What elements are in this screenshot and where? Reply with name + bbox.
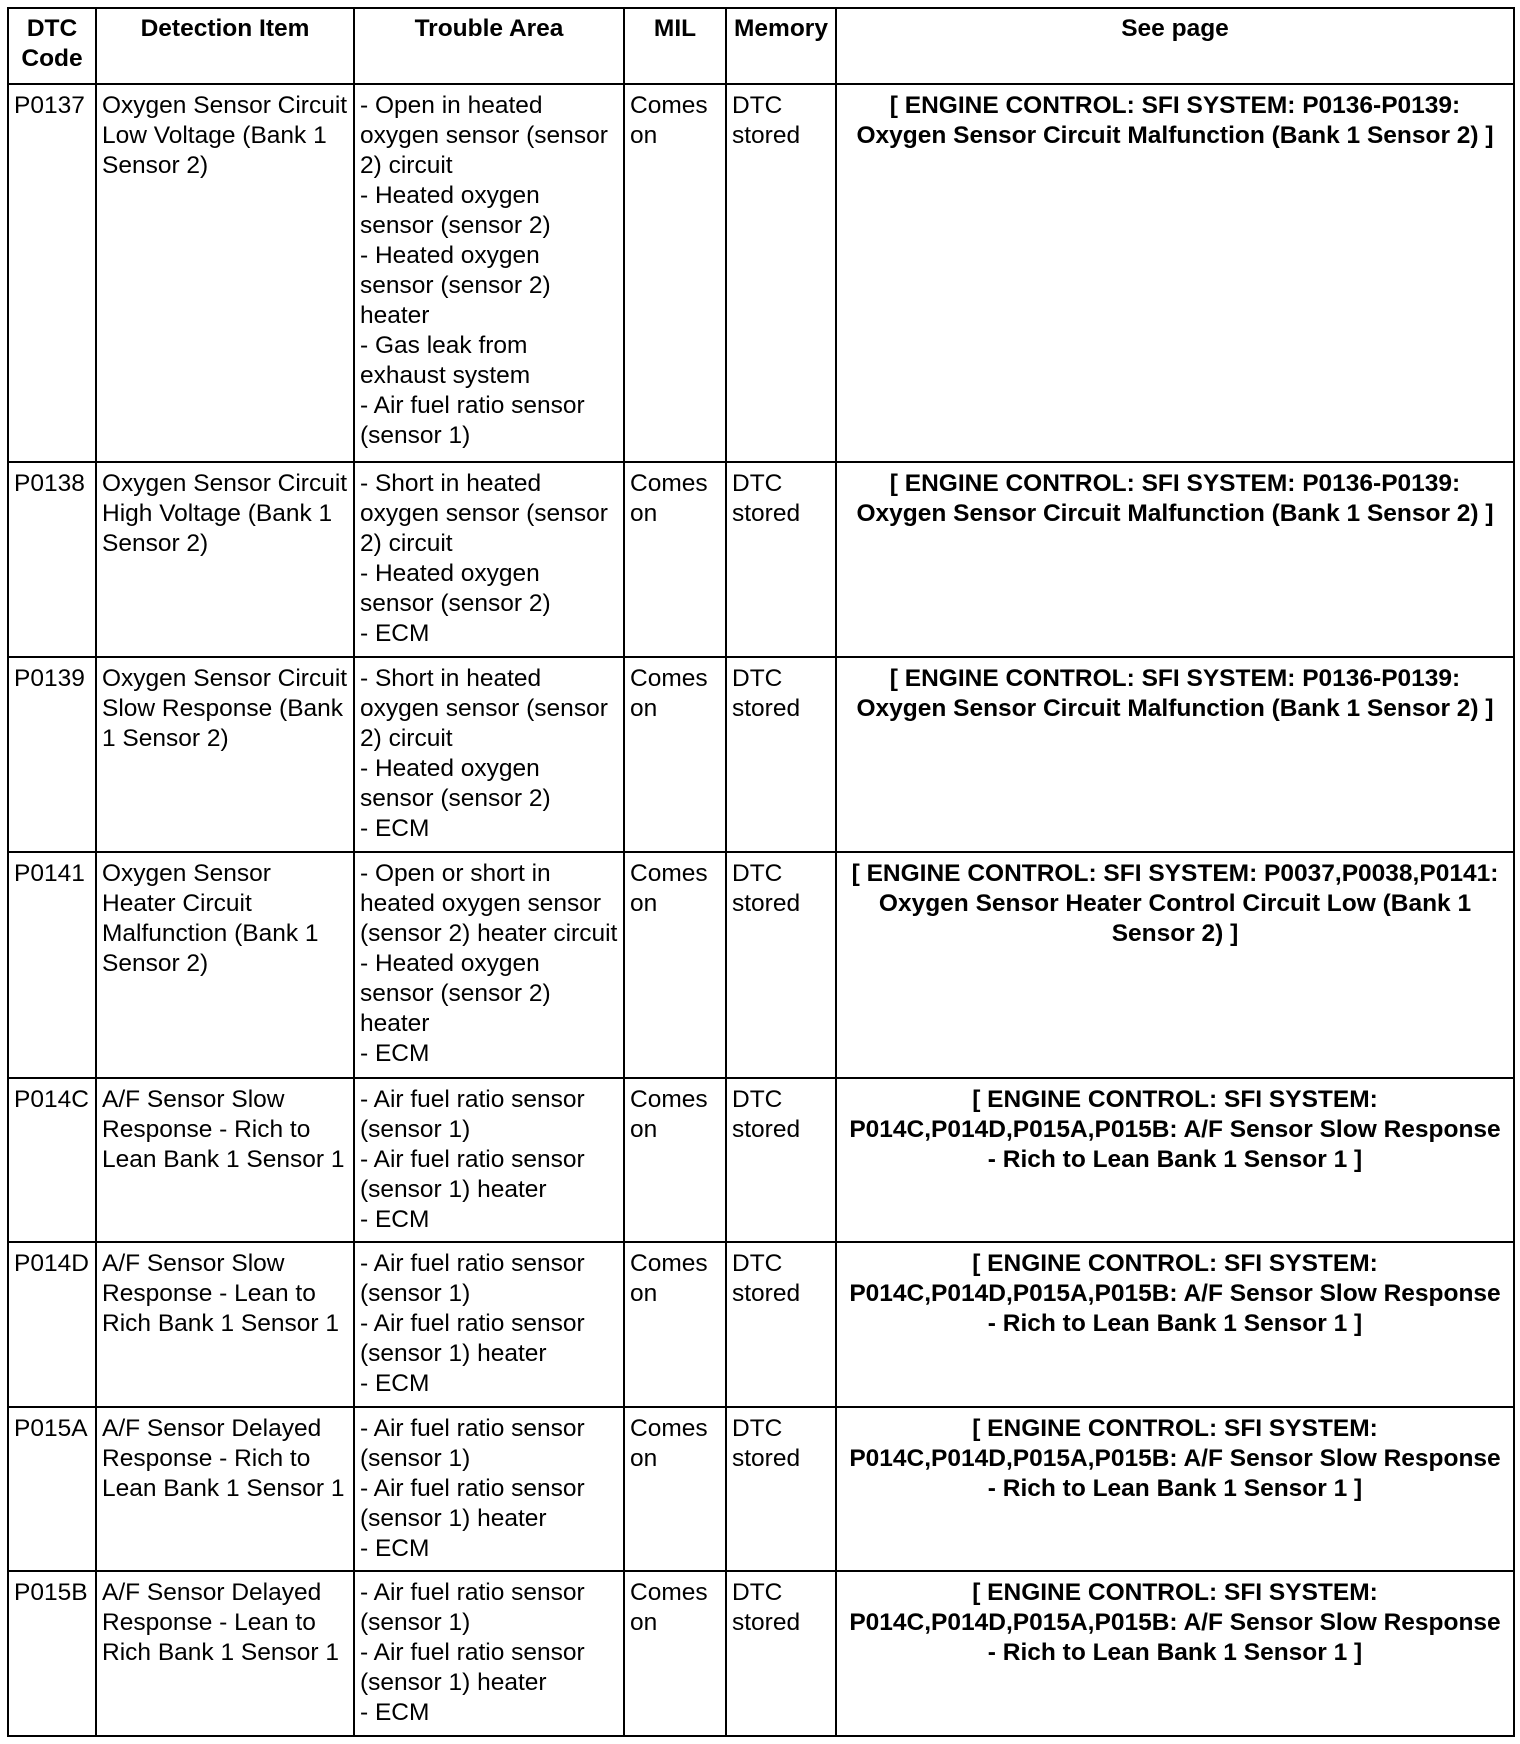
- see-page-link: [ ENGINE CONTROL: SFI SYSTEM: P0037,P0038,P0141: Oxygen Sensor Heater Control Circuit Low (Bank 1 Sensor 2) ]: [836, 852, 1514, 1078]
- detection-item-cell: A/F Sensor Slow Response - Lean to Rich Bank 1 Sensor 1: [96, 1242, 354, 1407]
- trouble-area-line: - ECM: [360, 619, 430, 647]
- memory-cell: DTC stored: [726, 1078, 836, 1243]
- header-see-page: See page: [836, 8, 1514, 84]
- trouble-area-line: - Air fuel ratio sensor (sensor 1) heater: [360, 1145, 585, 1203]
- trouble-area-line: - Air fuel ratio sensor (sensor 1) heater: [360, 1639, 585, 1697]
- table-row: [8, 1407, 1514, 1572]
- detection-item-cell: Oxygen Sensor Circuit Slow Response (Bank 1 Sensor 2): [96, 657, 354, 852]
- header-trouble-area: Trouble Area: [354, 8, 624, 84]
- dtc-code-cell: P014D: [8, 1242, 96, 1407]
- trouble-area-line: - Air fuel ratio sensor (sensor 1): [360, 1414, 585, 1472]
- trouble-area-cell: [354, 852, 624, 1078]
- trouble-area-line: - Air fuel ratio sensor (sensor 1) heater: [360, 1474, 585, 1532]
- memory-cell: DTC stored: [726, 1571, 836, 1736]
- see-page-link: [ ENGINE CONTROL: SFI SYSTEM: P0136-P0139: Oxygen Sensor Circuit Malfunction (Bank 1 Sensor 2) ]: [836, 462, 1514, 657]
- see-page-link: [ ENGINE CONTROL: SFI SYSTEM: P014C,P014D,P015A,P015B: A/F Sensor Slow Response - Rich to Lean Bank 1 Sensor 1 ]: [836, 1242, 1514, 1407]
- trouble-area-line: - ECM: [360, 1370, 430, 1398]
- see-page-link: [ ENGINE CONTROL: SFI SYSTEM: P014C,P014D,P015A,P015B: A/F Sensor Slow Response - Rich to Lean Bank 1 Sensor 1 ]: [836, 1078, 1514, 1243]
- mil-cell: Comes on: [624, 1571, 726, 1736]
- memory-cell: DTC stored: [726, 1242, 836, 1407]
- mil-cell: Comes on: [624, 657, 726, 852]
- header-dtc-code: DTC Code: [8, 8, 96, 84]
- table-header-row: [8, 8, 1514, 84]
- trouble-area-line: - ECM: [360, 1699, 430, 1727]
- detection-item-cell: Oxygen Sensor Circuit Low Voltage (Bank 1 Sensor 2): [96, 84, 354, 462]
- see-page-link: [ ENGINE CONTROL: SFI SYSTEM: P0136-P0139: Oxygen Sensor Circuit Malfunction (Bank 1 Sensor 2) ]: [836, 84, 1514, 462]
- memory-cell: DTC stored: [726, 657, 836, 852]
- trouble-area-cell: [354, 1078, 624, 1243]
- detection-item-cell: Oxygen Sensor Circuit High Voltage (Bank 1 Sensor 2): [96, 462, 354, 657]
- trouble-area-cell: [354, 657, 624, 852]
- trouble-area-cell: [354, 84, 624, 462]
- mil-cell: Comes on: [624, 1242, 726, 1407]
- table-row: [8, 1571, 1514, 1736]
- trouble-area-line: - Heated oxygen sensor (sensor 2): [360, 559, 551, 617]
- trouble-area-line: - ECM: [360, 1534, 430, 1562]
- trouble-area-line: - Open or short in heated oxygen sensor (sensor 2) heater circuit: [360, 860, 618, 948]
- detection-item-cell: A/F Sensor Delayed Response - Lean to Rich Bank 1 Sensor 1: [96, 1571, 354, 1736]
- dtc-code-cell: P015B: [8, 1571, 96, 1736]
- table-row: [8, 84, 1514, 462]
- trouble-area-line: - Air fuel ratio sensor (sensor 1): [360, 1579, 585, 1637]
- see-page-link: [ ENGINE CONTROL: SFI SYSTEM: P0136-P0139: Oxygen Sensor Circuit Malfunction (Bank 1 Sensor 2) ]: [836, 657, 1514, 852]
- memory-cell: DTC stored: [726, 84, 836, 462]
- trouble-area-line: - Short in heated oxygen sensor (sensor 2) circuit: [360, 665, 608, 752]
- mil-cell: Comes on: [624, 1078, 726, 1243]
- trouble-area-line: - Air fuel ratio sensor (sensor 1): [360, 1085, 585, 1143]
- memory-cell: DTC stored: [726, 852, 836, 1078]
- detection-item-cell: A/F Sensor Slow Response - Rich to Lean Bank 1 Sensor 1: [96, 1078, 354, 1243]
- trouble-area-line: - Short in heated oxygen sensor (sensor 2) circuit: [360, 469, 608, 557]
- memory-cell: DTC stored: [726, 1407, 836, 1572]
- table-row: [8, 657, 1514, 852]
- mil-cell: Comes on: [624, 84, 726, 462]
- dtc-code-cell: P015A: [8, 1407, 96, 1572]
- trouble-area-line: - Heated oxygen sensor (sensor 2) heater: [360, 950, 551, 1038]
- memory-cell: DTC stored: [726, 462, 836, 657]
- trouble-area-line: - Heated oxygen sensor (sensor 2) heater: [360, 242, 551, 329]
- mil-cell: Comes on: [624, 852, 726, 1078]
- table-row: [8, 1078, 1514, 1243]
- trouble-area-line: - Open in heated oxygen sensor (sensor 2) circuit: [360, 92, 608, 179]
- dtc-table: [7, 7, 1515, 1737]
- trouble-area-cell: [354, 462, 624, 657]
- trouble-area-cell: [354, 1571, 624, 1736]
- header-detection-item: Detection Item: [96, 8, 354, 84]
- table-row: [8, 462, 1514, 657]
- detection-item-cell: Oxygen Sensor Heater Circuit Malfunction (Bank 1 Sensor 2): [96, 852, 354, 1078]
- trouble-area-line: - ECM: [360, 815, 430, 842]
- trouble-area-line: - Heated oxygen sensor (sensor 2): [360, 755, 551, 812]
- trouble-area-line: - Heated oxygen sensor (sensor 2): [360, 182, 551, 239]
- dtc-code-cell: P0141: [8, 852, 96, 1078]
- table-row: [8, 1242, 1514, 1407]
- mil-cell: Comes on: [624, 1407, 726, 1572]
- trouble-area-line: - Air fuel ratio sensor (sensor 1): [360, 1250, 585, 1308]
- see-page-link: [ ENGINE CONTROL: SFI SYSTEM: P014C,P014D,P015A,P015B: A/F Sensor Slow Response - Rich to Lean Bank 1 Sensor 1 ]: [836, 1407, 1514, 1572]
- trouble-area-line: - Air fuel ratio sensor (sensor 1): [360, 392, 585, 449]
- trouble-area-line: - ECM: [360, 1205, 430, 1233]
- dtc-code-cell: P0138: [8, 462, 96, 657]
- see-page-link: [ ENGINE CONTROL: SFI SYSTEM: P014C,P014D,P015A,P015B: A/F Sensor Slow Response - Rich to Lean Bank 1 Sensor 1 ]: [836, 1571, 1514, 1736]
- table-row: [8, 852, 1514, 1078]
- mil-cell: Comes on: [624, 462, 726, 657]
- trouble-area-line: - Air fuel ratio sensor (sensor 1) heater: [360, 1310, 585, 1368]
- dtc-code-cell: P0137: [8, 84, 96, 462]
- trouble-area-line: - ECM: [360, 1040, 430, 1068]
- dtc-code-cell: P0139: [8, 657, 96, 852]
- header-mil: MIL: [624, 8, 726, 84]
- dtc-code-cell: P014C: [8, 1078, 96, 1243]
- trouble-area-cell: [354, 1242, 624, 1407]
- trouble-area-line: - Gas leak from exhaust system: [360, 332, 531, 389]
- header-memory: Memory: [726, 8, 836, 84]
- trouble-area-cell: [354, 1407, 624, 1572]
- detection-item-cell: A/F Sensor Delayed Response - Rich to Lean Bank 1 Sensor 1: [96, 1407, 354, 1572]
